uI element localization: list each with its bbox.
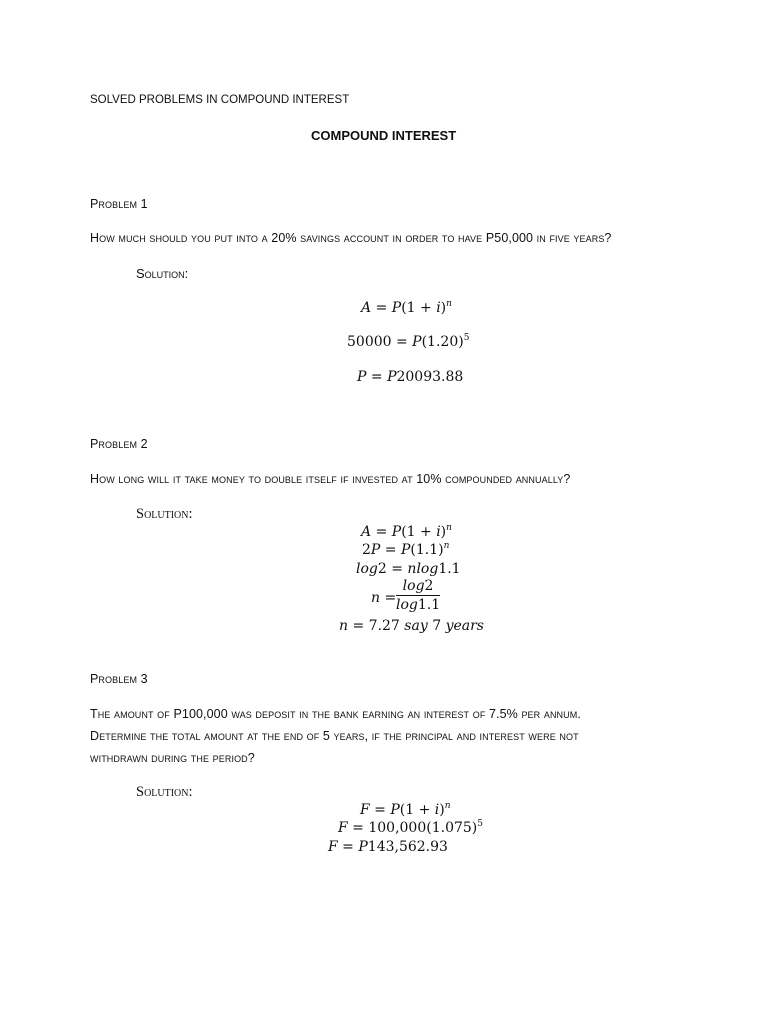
- problem-1-answer: P = P20093.88: [357, 369, 464, 385]
- problem-3-question-line-2: Determine the total amount at the end of 5 years, if the principal and interest were not: [90, 729, 579, 743]
- problem-3-answer: F = P143,562.93: [328, 839, 448, 855]
- problem-1-label: Problem 1: [90, 197, 148, 211]
- fraction-denominator: log1.1: [396, 597, 441, 613]
- problem-1-solution-label: Solution:: [136, 266, 189, 281]
- problem-3-solution-label: Solution:: [136, 784, 193, 800]
- fraction-numerator: log2: [396, 578, 440, 596]
- document-heading: SOLVED PROBLEMS IN COMPOUND INTEREST: [90, 94, 350, 106]
- problem-2-question: How long will it take money to double itself if invested at 10% compounded annually?: [90, 472, 571, 486]
- problem-2-label: Problem 2: [90, 437, 148, 451]
- problem-2-substitution: $2P = P(1.1)^n$: [362, 541, 450, 558]
- problem-3-question-line-1: The amount of P100,000 was deposit in the bank earning an interest of 7.5% per annum.: [90, 707, 581, 721]
- document-title: COMPOUND INTEREST: [311, 128, 457, 143]
- problem-2-solution-label: Solution:: [136, 506, 193, 522]
- problem-1-substitution: $50000 = P(1.20)^5$: [347, 333, 470, 350]
- problem-3-label: Problem 3: [90, 672, 148, 686]
- problem-3-question-line-3: withdrawn during the period?: [90, 751, 255, 765]
- problem-2-log-step: log2 = nlog1.1: [356, 561, 461, 577]
- problem-2-answer: n = 7.27 say 7 years: [339, 618, 484, 634]
- problem-2-formula: $A = P(1 + i)^n$: [361, 523, 452, 540]
- problem-3-substitution: $F = 100,000(1.075)^5$: [338, 819, 483, 836]
- problem-1-question: How much should you put into a 20% savings account in order to have P50,000 in five years?: [90, 231, 612, 245]
- problem-2-fraction: [396, 578, 440, 613]
- problem-1-formula: $A = P(1 + i)^n$: [361, 299, 452, 316]
- problem-2-n-label: n =: [371, 590, 397, 606]
- problem-3-formula: $F = P(1 + i)^n$: [360, 801, 451, 818]
